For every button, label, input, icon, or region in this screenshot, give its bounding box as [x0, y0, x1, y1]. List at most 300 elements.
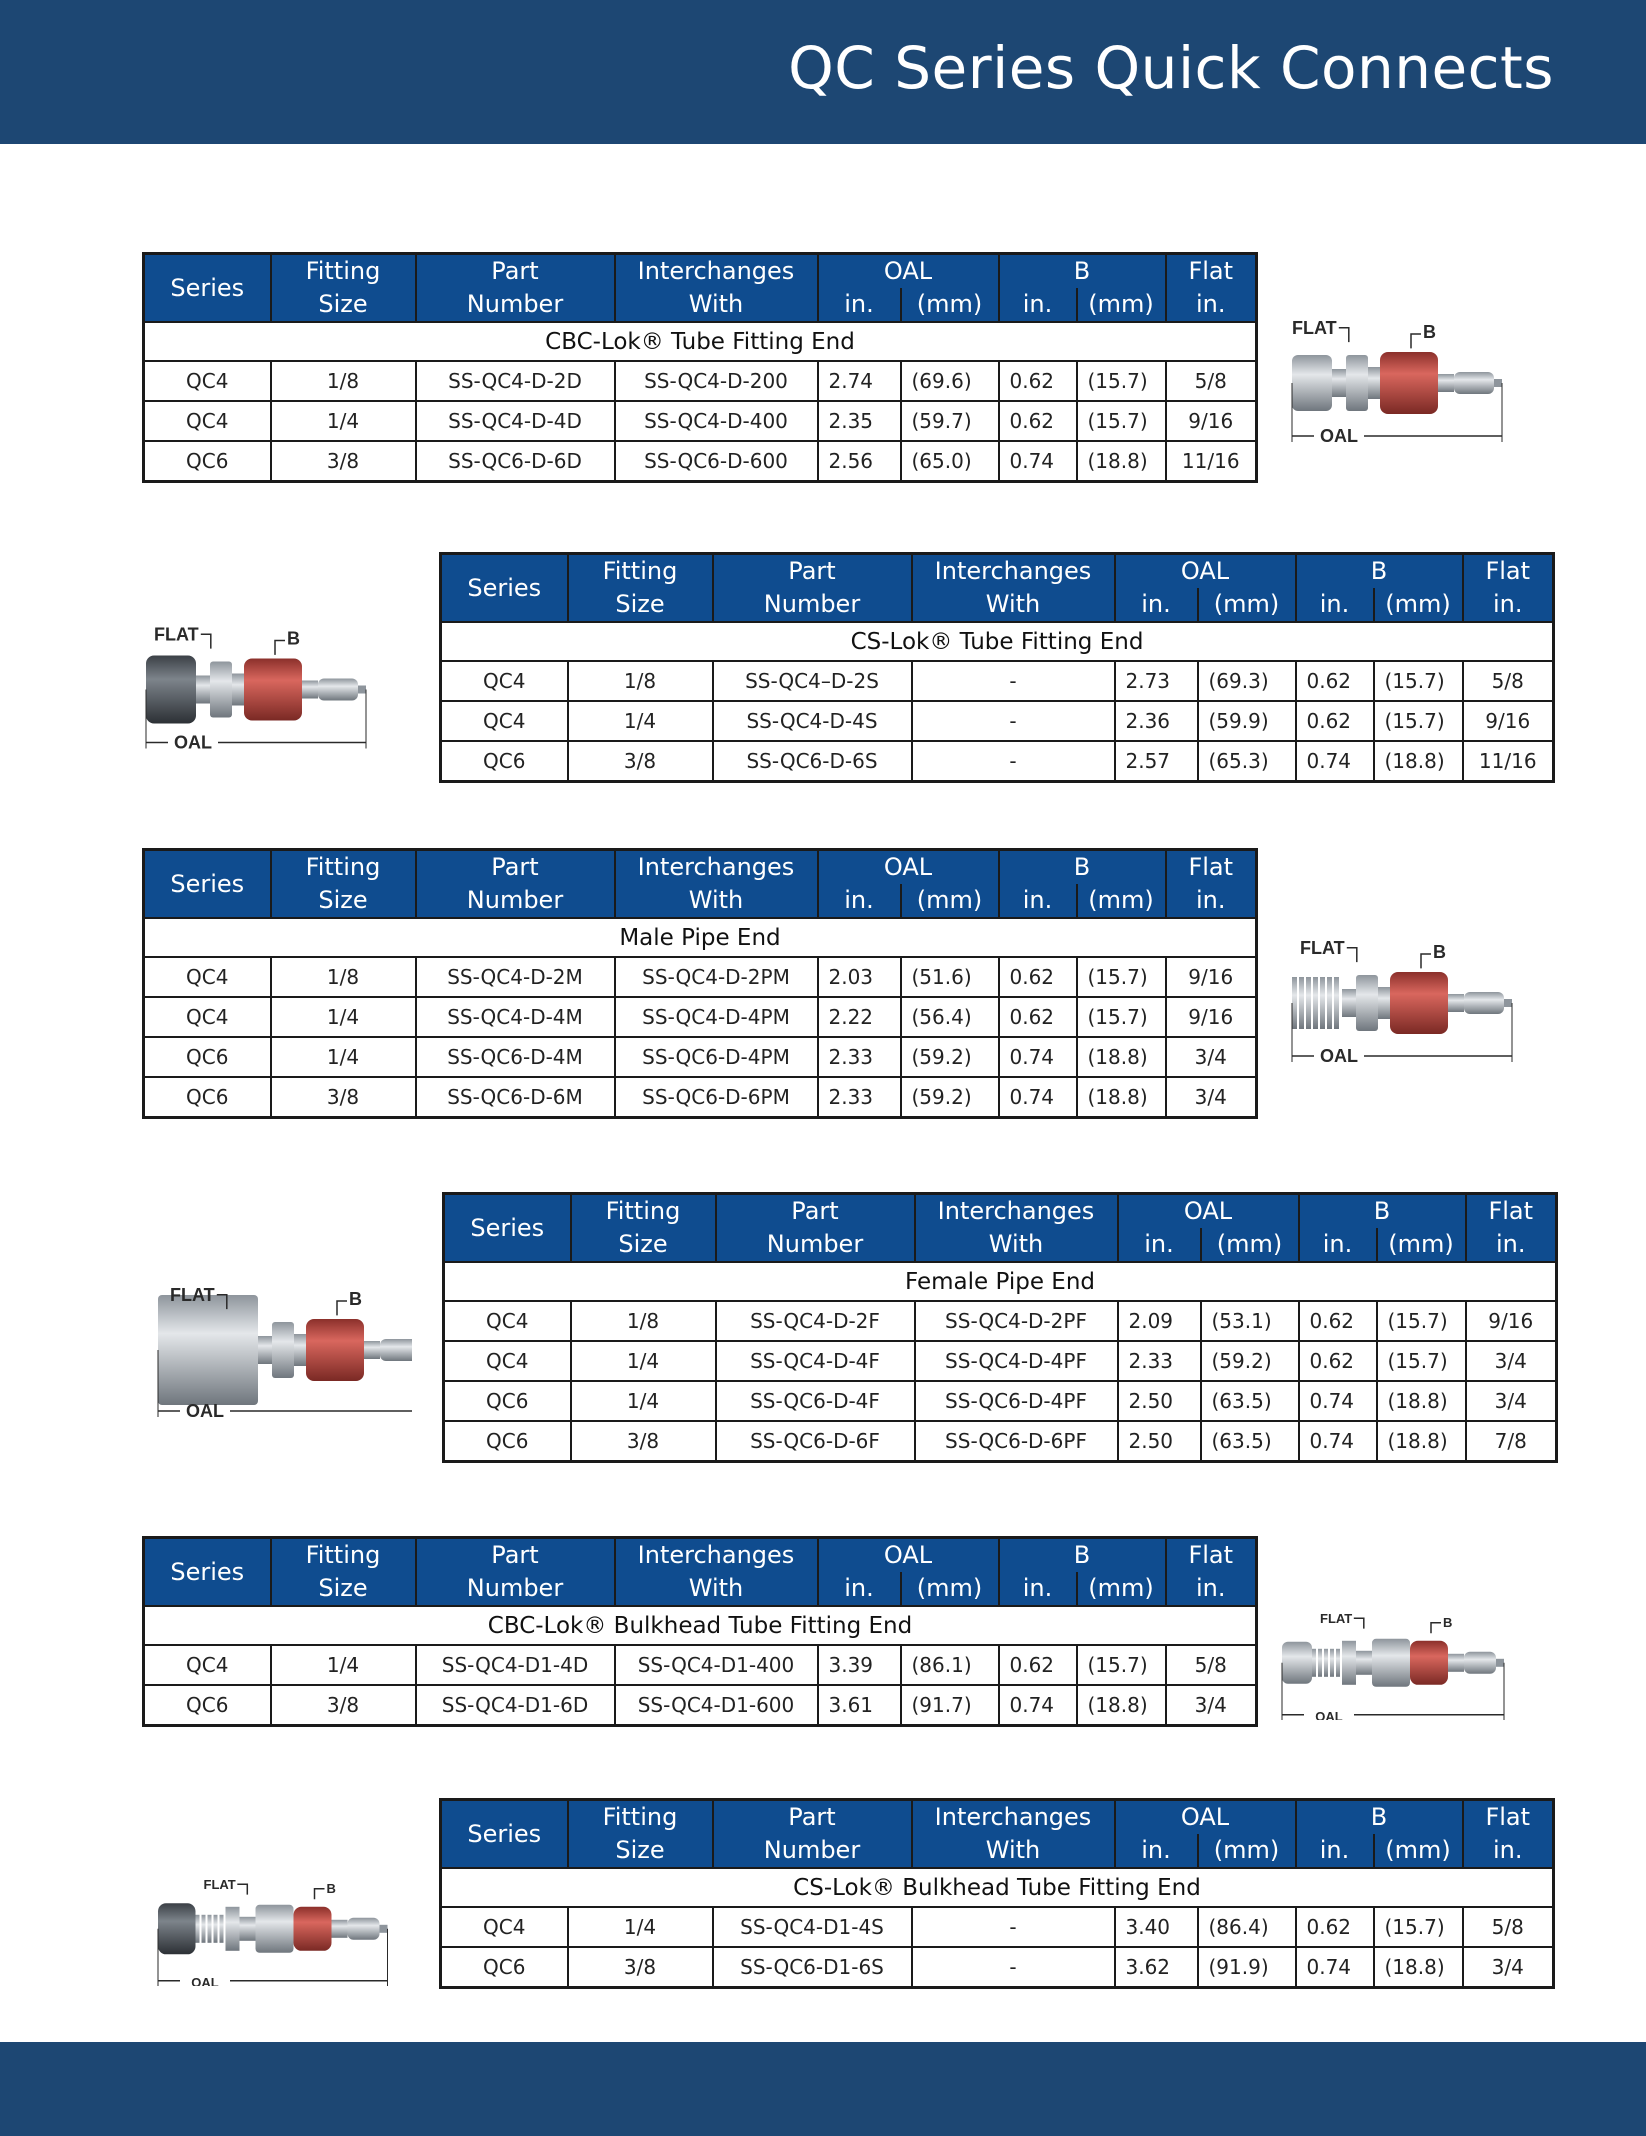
- header-b: [1299, 1194, 1466, 1229]
- header-interchanges-text: Interchanges: [637, 853, 795, 881]
- cell-oal-mm: (65.0): [901, 441, 999, 482]
- cell-series: QC4: [144, 997, 271, 1037]
- table-row: [144, 1685, 1257, 1726]
- oal-label: OAL: [174, 732, 212, 753]
- header-oal: [1115, 1800, 1296, 1835]
- cell-b-mm: (18.8): [1077, 1685, 1166, 1726]
- cell-fitting-size: 1/4: [271, 401, 416, 441]
- cell-part-number: SS-QC4-D1-4S: [713, 1907, 912, 1947]
- cell-interchanges-with: SS-QC6-D-600: [615, 441, 818, 482]
- cell-interchanges-with: SS-QC6-D-4PF: [915, 1381, 1118, 1421]
- header-band: [0, 0, 1646, 144]
- cell-fitting-size: 1/8: [271, 957, 416, 997]
- header-interchanges: [912, 554, 1115, 623]
- cell-fitting-size: 3/8: [568, 741, 713, 782]
- header-b-in-text: in.: [1319, 590, 1350, 618]
- header-fitting-size-text: Fitting: [602, 557, 678, 585]
- nut-shape: [146, 656, 196, 724]
- header-fitting-size-text: Size: [618, 1230, 668, 1258]
- spec-table: [439, 1798, 1555, 1989]
- cell-part-number: SS-QC4-D-4D: [416, 401, 615, 441]
- header-oal-mm: [901, 288, 999, 322]
- flat-arrow: [1347, 948, 1357, 962]
- cell-interchanges-with: -: [912, 661, 1115, 701]
- header-fitting-size-text: Size: [318, 290, 368, 318]
- cell-interchanges-with: -: [912, 1907, 1115, 1947]
- cell-oal-in: 2.33: [818, 1077, 901, 1118]
- nut-shape: [158, 1903, 196, 1954]
- header-flat: [1166, 254, 1257, 323]
- cell-flat-in: 5/8: [1463, 661, 1554, 701]
- header-part-number: [416, 850, 615, 919]
- header-flat-text: in.: [1195, 1574, 1226, 1602]
- tip-shape: [1494, 379, 1502, 387]
- footer-band: [0, 2042, 1646, 2136]
- cell-series: QC6: [144, 1077, 271, 1118]
- header-b-text: B: [1373, 1197, 1391, 1225]
- header-b-mm: [1377, 1228, 1466, 1262]
- table-row: [144, 957, 1257, 997]
- header-flat-text: in.: [1492, 590, 1523, 618]
- hex-shape: [210, 662, 232, 718]
- header-part-number: [416, 254, 615, 323]
- cell-b-mm: (18.8): [1377, 1381, 1466, 1421]
- table-row: [144, 1037, 1257, 1077]
- b-arrow: [315, 1889, 325, 1899]
- cell-flat-in: 5/8: [1166, 1645, 1257, 1685]
- header-flat: [1466, 1194, 1557, 1263]
- cell-b-in: 0.74: [1299, 1421, 1377, 1462]
- cell-b-in: 0.74: [1299, 1381, 1377, 1421]
- header-interchanges-text: With: [985, 1836, 1041, 1864]
- header-b-text: B: [1073, 1541, 1091, 1569]
- cell-interchanges-with: SS-QC6-D-6PF: [915, 1421, 1118, 1462]
- table-row: [444, 1301, 1557, 1341]
- b-arrow: [1421, 954, 1431, 968]
- cell-oal-mm: (65.3): [1198, 741, 1296, 782]
- thread-shape: [1313, 977, 1318, 1029]
- fitting-diagram: [138, 622, 428, 772]
- flat-label: FLAT: [1320, 1610, 1353, 1626]
- cell-part-number: SS-QC4-D1-6D: [416, 1685, 615, 1726]
- header-series: [444, 1194, 571, 1263]
- header-oal-mm: [1198, 588, 1296, 622]
- header-oal-text: OAL: [1180, 557, 1230, 585]
- cell-series: QC4: [144, 401, 271, 441]
- header-oal-in-text: in.: [844, 290, 874, 318]
- header-flat: [1166, 850, 1257, 919]
- cell-oal-in: 2.33: [1118, 1341, 1201, 1381]
- page-title: QC Series Quick Connects: [788, 34, 1554, 102]
- cell-oal-in: 2.73: [1115, 661, 1198, 701]
- b-arrow: [1431, 1623, 1441, 1633]
- header-oal-mm-text: (mm): [916, 1574, 983, 1602]
- header-interchanges: [615, 850, 818, 919]
- red-collar-shape: [294, 1907, 332, 1951]
- thread-shape: [220, 1915, 224, 1943]
- header-fitting-size-text: Fitting: [602, 1803, 678, 1831]
- header-part-number-text: Number: [466, 886, 564, 914]
- header-flat-text: Flat: [1188, 853, 1234, 881]
- cell-oal-mm: (59.9): [1198, 701, 1296, 741]
- flat-arrow: [1354, 1618, 1364, 1628]
- cell-oal-in: 2.33: [818, 1037, 901, 1077]
- cell-oal-mm: (63.5): [1201, 1381, 1299, 1421]
- thread-shape: [1320, 977, 1325, 1029]
- cell-flat-in: 3/4: [1166, 1077, 1257, 1118]
- cell-oal-mm: (59.2): [901, 1077, 999, 1118]
- section-title: CBC-Lok® Tube Fitting End: [144, 322, 1257, 361]
- cell-b-in: 0.62: [999, 1645, 1077, 1685]
- header-part-number: [713, 554, 912, 623]
- cell-oal-mm: (86.1): [901, 1645, 999, 1685]
- flat-arrow: [237, 1884, 247, 1894]
- cell-series: QC6: [444, 1421, 571, 1462]
- header-flat-text: Flat: [1188, 1541, 1234, 1569]
- header-b-in: [1296, 588, 1374, 622]
- cell-interchanges-with: -: [912, 741, 1115, 782]
- cell-series: QC4: [441, 701, 568, 741]
- cell-part-number: SS-QC4-D-4M: [416, 997, 615, 1037]
- nut-shape: [1282, 1642, 1312, 1684]
- header-part-number: [716, 1194, 915, 1263]
- header-fitting-size: [271, 850, 416, 919]
- header-b: [999, 850, 1166, 885]
- header-b-text: B: [1370, 557, 1388, 585]
- header-oal-mm-text: (mm): [1216, 1230, 1283, 1258]
- tip-shape: [1496, 1659, 1504, 1667]
- cell-flat-in: 9/16: [1463, 701, 1554, 741]
- cell-b-in: 0.62: [1299, 1301, 1377, 1341]
- flat-label: FLAT: [1300, 940, 1345, 958]
- header-flat: [1463, 1800, 1554, 1869]
- body-shape: [196, 676, 210, 704]
- thread-shape: [1334, 977, 1339, 1029]
- stem-shape: [302, 681, 318, 699]
- header-interchanges-text: With: [688, 886, 744, 914]
- header-interchanges-text: With: [688, 290, 744, 318]
- stem-shape: [1454, 372, 1494, 394]
- header-part-number-text: Part: [788, 1803, 836, 1831]
- cell-interchanges-with: SS-QC4-D-2PF: [915, 1301, 1118, 1341]
- cell-b-mm: (18.8): [1077, 1037, 1166, 1077]
- header-interchanges: [615, 1538, 818, 1607]
- header-series: [441, 554, 568, 623]
- section-title: Male Pipe End: [144, 918, 1257, 957]
- cell-oal-mm: (59.2): [1201, 1341, 1299, 1381]
- cell-interchanges-with: -: [912, 701, 1115, 741]
- b-label: B: [1423, 322, 1436, 342]
- cell-b-mm: (18.8): [1077, 441, 1166, 482]
- header-interchanges-text: Interchanges: [637, 1541, 795, 1569]
- cell-part-number: SS-QC4-D-4S: [713, 701, 912, 741]
- flat-label: FLAT: [1292, 320, 1337, 338]
- cell-b-mm: (15.7): [1077, 361, 1166, 401]
- header-oal: [1115, 554, 1296, 589]
- table-row: [144, 361, 1257, 401]
- cell-fitting-size: 3/8: [568, 1947, 713, 1988]
- cell-b-in: 0.62: [999, 361, 1077, 401]
- cell-interchanges-with: SS-QC4-D-400: [615, 401, 818, 441]
- stem-shape: [1464, 1652, 1496, 1674]
- red-collar-shape: [1380, 352, 1438, 414]
- b-label: B: [1433, 942, 1446, 962]
- cell-part-number: SS-QC6-D-4M: [416, 1037, 615, 1077]
- hex-shape: [1342, 1641, 1356, 1685]
- b-arrow: [1411, 334, 1421, 348]
- table-row: [144, 1645, 1257, 1685]
- header-b-in-text: in.: [1022, 1574, 1053, 1602]
- header-fitting-size: [568, 554, 713, 623]
- header-series-text: Series: [170, 273, 245, 302]
- cell-flat-in: 3/4: [1166, 1685, 1257, 1726]
- header-b-in-text: in.: [1319, 1836, 1350, 1864]
- hex-shape: [272, 1322, 294, 1378]
- cell-series: QC4: [444, 1301, 571, 1341]
- cell-b-in: 0.62: [999, 997, 1077, 1037]
- stem-shape: [1438, 374, 1454, 392]
- header-oal: [818, 1538, 999, 1573]
- cell-oal-in: 2.35: [818, 401, 901, 441]
- header-oal-in: [1118, 1228, 1201, 1262]
- red-collar-shape: [1410, 1641, 1448, 1685]
- cell-b-in: 0.62: [1296, 1907, 1374, 1947]
- cell-flat-in: 5/8: [1463, 1907, 1554, 1947]
- table-row: [441, 661, 1554, 701]
- header-series: [441, 1800, 568, 1869]
- header-series-text: Series: [467, 573, 542, 602]
- section-title: CBC-Lok® Bulkhead Tube Fitting End: [144, 1606, 1257, 1645]
- header-interchanges: [615, 254, 818, 323]
- cell-flat-in: 3/4: [1463, 1947, 1554, 1988]
- table-row: [444, 1381, 1557, 1421]
- header-oal-text: OAL: [1180, 1803, 1230, 1831]
- header-flat-text: in.: [1492, 1836, 1523, 1864]
- spec-table: [439, 552, 1555, 783]
- header-oal-mm-text: (mm): [1213, 590, 1280, 618]
- cell-oal-in: 2.56: [818, 441, 901, 482]
- header-oal-in: [1115, 588, 1198, 622]
- thread-shape: [202, 1915, 206, 1943]
- cell-b-in: 0.74: [1296, 741, 1374, 782]
- red-collar-shape: [306, 1319, 364, 1381]
- cell-fitting-size: 1/8: [571, 1301, 716, 1341]
- spec-table: [142, 252, 1258, 483]
- cell-flat-in: 9/16: [1166, 957, 1257, 997]
- header-series-text: Series: [470, 1213, 545, 1242]
- header-fitting-size-text: Fitting: [605, 1197, 681, 1225]
- b-label: B: [349, 1289, 362, 1309]
- stem-shape: [380, 1339, 412, 1361]
- cell-b-in: 0.62: [1299, 1341, 1377, 1381]
- body-shape: [258, 1336, 272, 1364]
- header-oal-mm: [901, 884, 999, 918]
- header-b-mm: [1077, 884, 1166, 918]
- cell-flat-in: 9/16: [1466, 1301, 1557, 1341]
- stem-shape: [348, 1918, 380, 1940]
- header-flat: [1166, 1538, 1257, 1607]
- cell-flat-in: 3/4: [1166, 1037, 1257, 1077]
- table-row: [144, 441, 1257, 482]
- b-arrow: [337, 1301, 347, 1315]
- cell-part-number: SS-QC4-D-4F: [716, 1341, 915, 1381]
- cell-b-mm: (15.7): [1077, 1645, 1166, 1685]
- cell-b-mm: (18.8): [1377, 1421, 1466, 1462]
- cell-b-mm: (15.7): [1377, 1341, 1466, 1381]
- cell-part-number: SS-QC4-D1-4D: [416, 1645, 615, 1685]
- body-shape: [1332, 369, 1346, 397]
- body-shape: [1368, 367, 1380, 399]
- thread-shape: [1292, 977, 1297, 1029]
- header-oal-mm: [1198, 1834, 1296, 1868]
- header-b-in-text: in.: [1022, 290, 1053, 318]
- cell-b-in: 0.62: [999, 401, 1077, 441]
- cell-fitting-size: 1/4: [568, 701, 713, 741]
- stem-shape: [1448, 994, 1464, 1012]
- header-b: [1296, 554, 1463, 589]
- cell-series: QC4: [144, 361, 271, 401]
- cell-part-number: SS-QC6-D1-6S: [713, 1947, 912, 1988]
- hex-shape: [1372, 1639, 1410, 1687]
- cell-fitting-size: 3/8: [271, 441, 416, 482]
- cell-oal-mm: (86.4): [1198, 1907, 1296, 1947]
- cell-part-number: SS-QC6-D-6D: [416, 441, 615, 482]
- flat-label: FLAT: [154, 624, 199, 645]
- tip-shape: [380, 1925, 388, 1933]
- header-oal-mm-text: (mm): [916, 886, 983, 914]
- header-oal-mm-text: (mm): [916, 290, 983, 318]
- header-b-text: B: [1073, 853, 1091, 881]
- cell-b-mm: (18.8): [1077, 1077, 1166, 1118]
- cell-part-number: SS-QC4-D-2D: [416, 361, 615, 401]
- cell-b-mm: (15.7): [1077, 997, 1166, 1037]
- header-fitting-size: [271, 1538, 416, 1607]
- cell-oal-in: 2.50: [1118, 1421, 1201, 1462]
- header-part-number-text: Part: [491, 257, 539, 285]
- cell-oal-in: 2.03: [818, 957, 901, 997]
- header-interchanges-text: Interchanges: [934, 557, 1092, 585]
- cell-part-number: SS-QC4-D-2F: [716, 1301, 915, 1341]
- cell-oal-in: 2.57: [1115, 741, 1198, 782]
- header-part-number-text: Number: [763, 1836, 861, 1864]
- flat-arrow: [1339, 328, 1349, 342]
- cell-flat-in: 9/16: [1166, 997, 1257, 1037]
- body-shape: [1356, 1651, 1372, 1675]
- header-b-mm-text: (mm): [1385, 590, 1451, 618]
- cell-flat-in: 11/16: [1166, 441, 1257, 482]
- header-part-number-text: Number: [766, 1230, 864, 1258]
- cell-b-in: 0.62: [1296, 661, 1374, 701]
- header-series: [144, 254, 271, 323]
- cell-oal-mm: (63.5): [1201, 1421, 1299, 1462]
- thread-shape: [1306, 977, 1311, 1029]
- cell-series: QC6: [144, 1037, 271, 1077]
- fitting-diagram: [150, 1278, 412, 1438]
- flat-label: FLAT: [170, 1285, 215, 1305]
- header-interchanges-text: Interchanges: [934, 1803, 1092, 1831]
- cell-oal-mm: (59.2): [901, 1037, 999, 1077]
- section-title: CS-Lok® Bulkhead Tube Fitting End: [441, 1868, 1554, 1907]
- cell-b-mm: (15.7): [1374, 1907, 1463, 1947]
- cell-part-number: SS-QC4-D-2M: [416, 957, 615, 997]
- thread-shape: [1318, 1649, 1322, 1677]
- header-b-in-text: in.: [1022, 886, 1053, 914]
- header-fitting-size-text: Size: [615, 590, 665, 618]
- thread-shape: [1330, 1649, 1334, 1677]
- cell-fitting-size: 3/8: [271, 1685, 416, 1726]
- header-part-number-text: Number: [466, 1574, 564, 1602]
- b-label: B: [1443, 1614, 1453, 1630]
- flat-arrow: [201, 634, 211, 648]
- cell-flat-in: 9/16: [1166, 401, 1257, 441]
- table-row: [441, 701, 1554, 741]
- table-row: [144, 1077, 1257, 1118]
- header-series: [144, 1538, 271, 1607]
- table-row: [444, 1421, 1557, 1462]
- header-flat-text: Flat: [1485, 557, 1531, 585]
- b-label: B: [326, 1880, 336, 1896]
- header-flat-text: Flat: [1485, 1803, 1531, 1831]
- header-flat-text: Flat: [1488, 1197, 1534, 1225]
- section-title: Female Pipe End: [444, 1262, 1557, 1301]
- cell-oal-mm: (69.3): [1198, 661, 1296, 701]
- table-row: [144, 997, 1257, 1037]
- header-interchanges-text: Interchanges: [937, 1197, 1095, 1225]
- cell-b-in: 0.74: [999, 1077, 1077, 1118]
- stem-shape: [318, 679, 358, 701]
- cell-interchanges-with: SS-QC4-D1-400: [615, 1645, 818, 1685]
- body-shape: [232, 674, 244, 706]
- spec-table: [142, 848, 1258, 1119]
- header-part-number-text: Part: [491, 853, 539, 881]
- cell-series: QC6: [444, 1381, 571, 1421]
- cell-oal-in: 3.61: [818, 1685, 901, 1726]
- cell-b-in: 0.62: [1296, 701, 1374, 741]
- header-series-text: Series: [467, 1819, 542, 1848]
- header-part-number-text: Number: [466, 290, 564, 318]
- cell-series: QC4: [444, 1341, 571, 1381]
- header-b-mm-text: (mm): [1088, 1574, 1154, 1602]
- fitting-diagram: [1274, 1610, 1556, 1720]
- header-flat-text: in.: [1195, 290, 1226, 318]
- cell-fitting-size: 1/4: [571, 1381, 716, 1421]
- cell-series: QC6: [441, 1947, 568, 1988]
- tip-shape: [1504, 999, 1512, 1007]
- header-b-mm-text: (mm): [1088, 290, 1154, 318]
- header-b-mm: [1077, 1572, 1166, 1606]
- tip-shape: [358, 686, 366, 694]
- header-b: [999, 1538, 1166, 1573]
- header-fitting-size: [571, 1194, 716, 1263]
- stem-shape: [1464, 992, 1504, 1014]
- header-series: [144, 850, 271, 919]
- header-part-number-text: Part: [791, 1197, 839, 1225]
- hex-shape: [1356, 975, 1378, 1031]
- header-oal-in: [818, 288, 901, 322]
- header-b-mm: [1077, 288, 1166, 322]
- oal-label: OAL: [186, 1401, 224, 1421]
- cell-oal-in: 2.74: [818, 361, 901, 401]
- cell-oal-in: 2.22: [818, 997, 901, 1037]
- header-b-in: [1299, 1228, 1377, 1262]
- header-oal-in-text: in.: [1144, 1230, 1174, 1258]
- header-fitting-size-text: Size: [318, 1574, 368, 1602]
- cell-part-number: SS-QC6-D-6M: [416, 1077, 615, 1118]
- stem-shape: [1448, 1654, 1464, 1672]
- fitting-diagram: [150, 1876, 418, 1986]
- cell-series: QC6: [144, 1685, 271, 1726]
- cell-fitting-size: 1/4: [271, 997, 416, 1037]
